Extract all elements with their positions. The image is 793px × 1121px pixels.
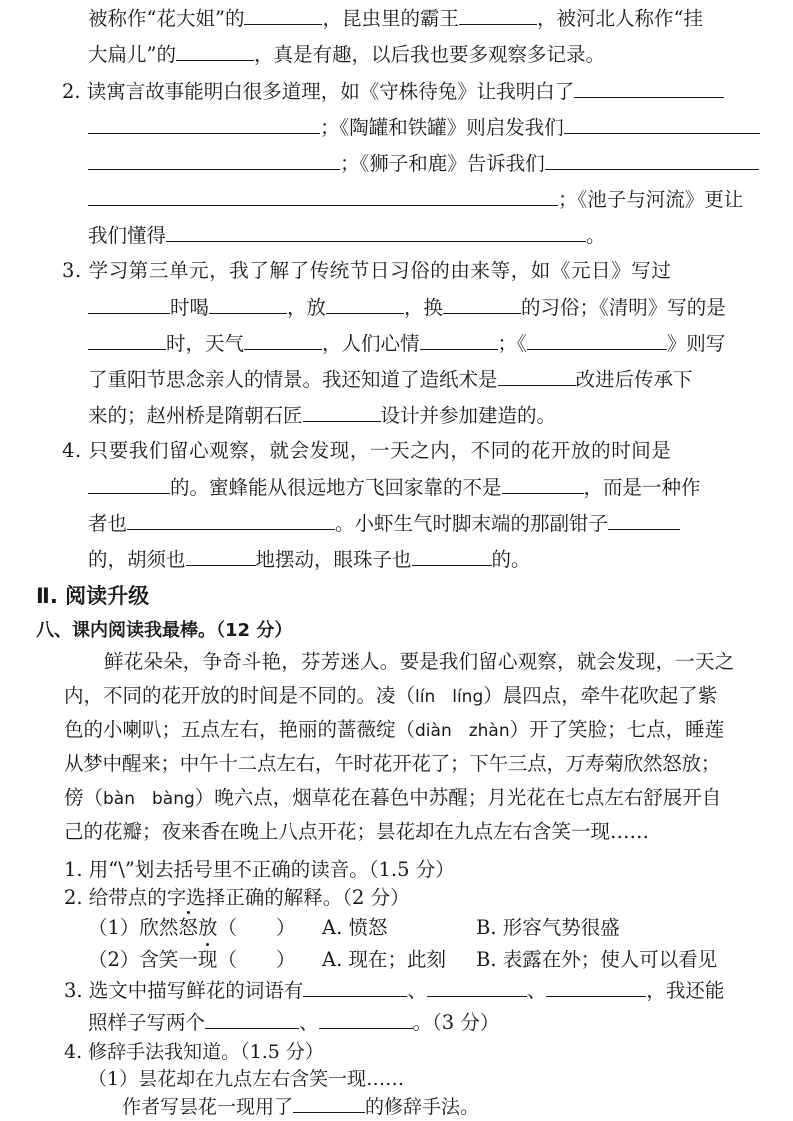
q3-line1: 3. 学习第三单元，我了解了传统节日习俗的由来等，如《元日》写过 bbox=[62, 259, 672, 282]
blank[interactable] bbox=[186, 547, 256, 566]
subquestion-4: 4. 修辞手法我知道。（1.5 分） bbox=[64, 1041, 324, 1063]
passage-line2: 内，不同的花开放的时间是不同的。凌（lín líng）晨四点，牵牛花吹起了紫 bbox=[64, 684, 718, 707]
blank[interactable] bbox=[88, 475, 170, 494]
q4-line2: 的。蜜蜂能从很远地方飞回家靠的不是 ，而是一种作 bbox=[88, 475, 701, 500]
blank[interactable] bbox=[244, 331, 322, 350]
option-b[interactable]: B. 表露在外；使人可以看见 bbox=[476, 948, 718, 971]
blank[interactable] bbox=[88, 295, 170, 314]
answer-bracket[interactable]: （ ） bbox=[217, 948, 296, 971]
blank[interactable] bbox=[459, 6, 537, 25]
blank[interactable] bbox=[166, 223, 586, 242]
fill1-line2: 大扁儿”的 ，真是有趣，以后我也要多观察多记录。 bbox=[88, 43, 605, 66]
subquestion-2-2: （2）含笑一现（ ） bbox=[88, 948, 296, 971]
option-a[interactable]: A. 愤怒 bbox=[322, 916, 388, 939]
q2-line1: 2. 读寓言故事能明白很多道理，如《守株待兔》让我明白了 bbox=[62, 79, 724, 104]
q2-line3: ；《狮子和鹿》告诉我们 bbox=[88, 151, 759, 176]
passage-line1: 鲜花朵朵，争奇斗艳，芬芳迷人。要是我们留心观察，就会发现，一天之 bbox=[104, 650, 735, 673]
q2-line5: 我们懂得 。 bbox=[88, 224, 606, 247]
blank[interactable] bbox=[498, 367, 576, 386]
blank[interactable] bbox=[88, 115, 320, 134]
blank[interactable] bbox=[88, 151, 340, 170]
blank[interactable] bbox=[88, 331, 166, 350]
blank[interactable] bbox=[319, 1010, 413, 1029]
option-b[interactable]: B. 形容气势很盛 bbox=[476, 916, 620, 939]
answer-bracket[interactable]: 放（ ） bbox=[197, 916, 296, 939]
pinyin-options: lín líng bbox=[415, 687, 484, 707]
subquestion-3-cont: 照样子写两个 、 。（3 分） bbox=[88, 1011, 500, 1034]
blank[interactable] bbox=[564, 115, 760, 134]
section-title: Ⅱ. 阅读升级 bbox=[36, 584, 150, 608]
q2-line2: ；《陶罐和铁罐》则启发我们 bbox=[88, 115, 760, 140]
subquestion-2: 2. 给带点的字选择正确的解释。（2 分） bbox=[64, 886, 410, 909]
blank[interactable] bbox=[127, 511, 335, 530]
passage-line5: 傍（bàn bàng）晚六点，烟草花在暮色中苏醒；月光花在七点左右舒展开自 bbox=[64, 786, 722, 809]
blank[interactable] bbox=[608, 511, 680, 530]
subquestion-2-1: （1）欣然怒放（ ） bbox=[88, 916, 296, 939]
q3-line3: 时，天气 ，人们心情 ；《 》则写 bbox=[88, 331, 725, 356]
blank[interactable] bbox=[176, 42, 254, 61]
pinyin-options: bàn bàng bbox=[103, 789, 195, 809]
q4-line1: 4. 只要我们留心观察，就会发现，一天之内，不同的花开放的时间是 bbox=[62, 439, 672, 462]
option-a[interactable]: A. 现在；此刻 bbox=[322, 948, 446, 971]
blank[interactable] bbox=[412, 547, 492, 566]
blank[interactable] bbox=[205, 1010, 299, 1029]
subquestion-1: 1. 用“\”划去括号里不正确的读音。（1.5 分） bbox=[64, 858, 455, 881]
q4-line4: 的，胡须也 地摆动，眼珠子也 的。 bbox=[88, 548, 531, 571]
blank[interactable] bbox=[326, 295, 404, 314]
subquestion-4-1: （1）昙花却在九点左右含笑一现…… bbox=[88, 1068, 405, 1090]
subquestion-4-2: 作者写昙花一现用了 的修辞手法。 bbox=[122, 1096, 480, 1118]
blank[interactable] bbox=[527, 331, 667, 350]
passage-line3: 色的小喇叭；五点左右，艳丽的蔷薇绽（diàn zhàn）开了笑脸；七点，睡莲 bbox=[64, 718, 725, 741]
dotted-char: 现 bbox=[197, 948, 218, 971]
blank[interactable] bbox=[88, 187, 558, 206]
dotted-char: 怒 bbox=[178, 916, 198, 939]
q3-line5: 来的；赵州桥是隋朝石匠 设计并参加建造的。 bbox=[88, 404, 557, 427]
blank[interactable] bbox=[574, 79, 724, 98]
subquestion-3: 3. 选文中描写鲜花的词语有 、 、 ，我还能 bbox=[64, 979, 725, 1002]
blank[interactable] bbox=[443, 295, 521, 314]
blank[interactable] bbox=[293, 1094, 365, 1113]
blank[interactable] bbox=[244, 6, 322, 25]
blank[interactable] bbox=[502, 475, 584, 494]
q4-line3: 者也 。小虾生气时脚末端的那副钳子 bbox=[88, 511, 680, 536]
blank[interactable] bbox=[427, 978, 527, 997]
blank[interactable] bbox=[209, 295, 287, 314]
pinyin-options: diàn zhàn bbox=[415, 721, 510, 741]
blank[interactable] bbox=[546, 978, 646, 997]
blank[interactable] bbox=[303, 403, 381, 422]
fill1-line1: 被称作“花大姐”的 ，昆虫里的霸王 ，被河北人称作“挂 bbox=[88, 7, 703, 30]
passage-line6: 己的花瓣；夜来香在晚上八点开花；昙花却在九点左右含笑一现…… bbox=[64, 820, 650, 843]
q3-line2: 时喝 ，放 ，换 的习俗；《清明》写的是 bbox=[88, 295, 726, 320]
q3-line4: 了重阳节思念亲人的情景。我还知道了造纸术是 改进后传承下 bbox=[88, 368, 693, 391]
q2-line4: ；《池子与河流》更让 bbox=[88, 187, 743, 212]
question-8-heading: 八、课内阅读我最棒。（12 分） bbox=[36, 620, 293, 641]
passage-line4: 从梦中醒来；中午十二点左右，午时花开花了；下午三点，万寿菊欣然怒放； bbox=[64, 752, 721, 775]
blank[interactable] bbox=[420, 331, 498, 350]
blank[interactable] bbox=[545, 151, 759, 170]
blank[interactable] bbox=[303, 978, 407, 997]
